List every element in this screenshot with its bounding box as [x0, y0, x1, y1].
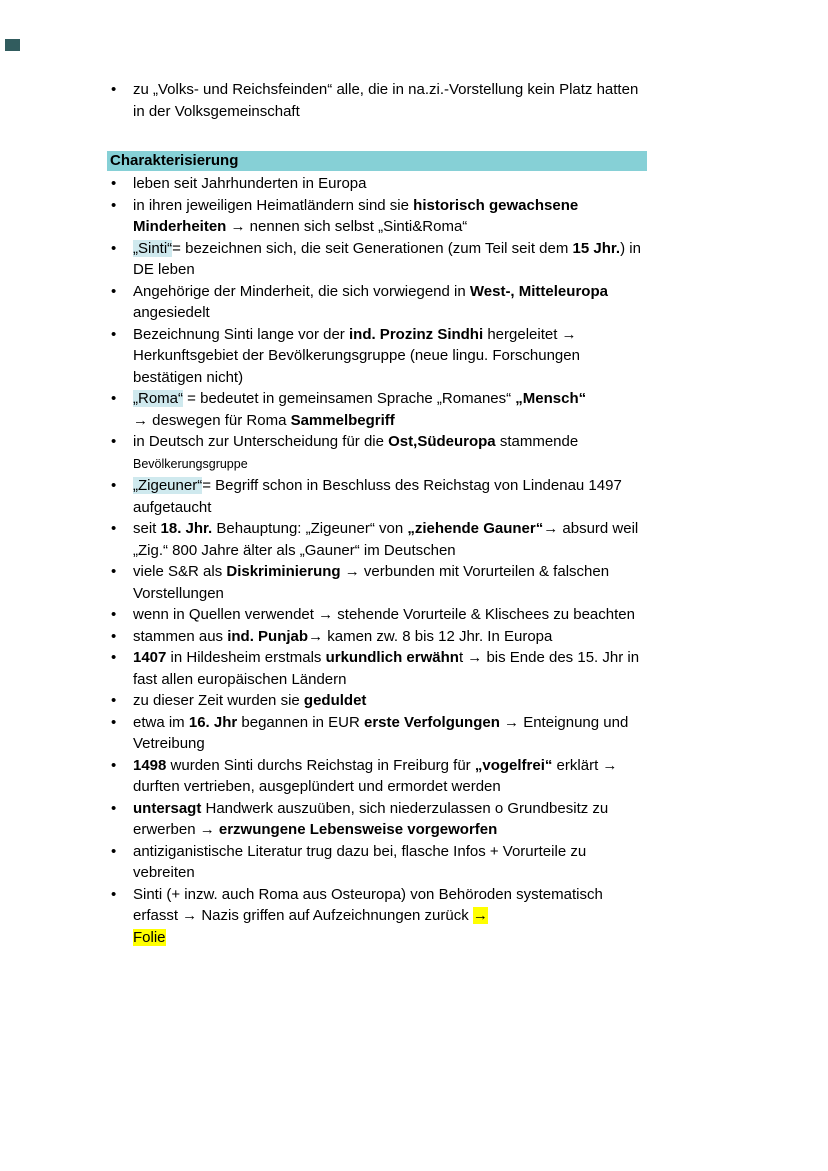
list-item	[107, 712, 647, 755]
text-run: ind. Punjab	[227, 627, 309, 645]
list-item	[107, 431, 647, 475]
text-run: erklärt → durften vertrieben, ausgeplündert und ermordet werden	[133, 756, 618, 795]
corner-mark	[5, 39, 20, 51]
list-item	[107, 561, 647, 604]
text-run: „Mensch“	[515, 390, 587, 407]
text-run: → nennen sich selbst „Sinti&Roma“	[226, 218, 468, 235]
text-run: → kamen zw. 8 bis 12 Jhr. In Europa	[308, 627, 553, 645]
text-run: 15 Jhr.	[572, 239, 621, 257]
list-item	[107, 647, 647, 690]
list-item	[107, 281, 647, 324]
list-item	[107, 388, 647, 431]
text-run: leben seit Jahrhunderten in Europa	[133, 175, 367, 192]
text-run: Diskriminierung	[226, 563, 341, 580]
text-run: begannen in EUR	[237, 713, 364, 731]
section-heading-charakterisierung: Charakterisierung	[107, 151, 647, 171]
text-run: Folie	[133, 928, 166, 946]
list-item	[107, 884, 647, 949]
text-run: in ihren jeweiligen Heimatländern sind sie	[133, 196, 414, 214]
text-run: 1407	[133, 649, 167, 666]
list-item	[107, 755, 647, 798]
intro-list	[107, 79, 647, 122]
text-run: historisch gewachsene Minderheiten	[133, 196, 579, 235]
list-item	[107, 195, 647, 238]
text-run: = bezeichnen sich, die seit Generationen (zum Teil seit dem	[172, 239, 573, 257]
text-run: „Roma“	[133, 390, 184, 407]
text-run: West-, Mitteleuropa	[469, 282, 608, 300]
text-run: erzwungene Lebensweise vorgeworfen	[218, 821, 498, 838]
text-run: → deswegen für Roma	[133, 411, 291, 429]
text-run: zu „Volks- und Reichsfeinden“ alle, die in na.zi.-Vorstellung kein Platz hatten in der Volksgemeinschaft	[133, 81, 639, 120]
history-list	[107, 626, 647, 949]
text-run: → Enteignung und Vetreibung	[133, 713, 629, 752]
text-run: stammende	[495, 433, 579, 450]
text-run: → verbunden mit Vorurteilen & falschen Vorstellungen	[133, 563, 610, 602]
text-run: Behauptung: „Zigeuner“ von	[212, 520, 408, 537]
list-item	[107, 841, 647, 884]
text-run: zu dieser Zeit wurden sie	[133, 692, 304, 709]
text-run: Sinti (+ inzw. auch Roma aus Osteuropa) von Behöroden systematisch erfasst → Nazis griffen auf Aufzeichnungen zurück	[133, 885, 603, 924]
text-run: Sammelbegriff	[290, 411, 395, 429]
list-item	[107, 518, 647, 561]
list-item	[107, 324, 647, 389]
text-run: = bedeutet in gemeinsamen Sprache „Romanes“	[183, 390, 516, 407]
text-run: ) in DE leben	[133, 239, 641, 278]
text-run: 18. Jhr.	[160, 520, 213, 537]
text-run: erste Verfolgungen	[364, 713, 500, 731]
list-item	[107, 238, 647, 281]
text-run: Handwerk auszuüben, sich niederzulassen o Grundbesitz zu erwerben →	[133, 799, 609, 838]
list-item	[107, 690, 647, 712]
text-run: stammen aus	[133, 627, 228, 645]
list-item	[107, 79, 647, 122]
text-run: → absurd weil „Zig.“ 800 Jahre älter als „Gauner“ im Deutschen	[133, 520, 639, 559]
text-run: urkundlich erwähn	[325, 649, 459, 666]
text-run: 1498	[133, 756, 167, 774]
text-run: „Sinti“	[133, 239, 173, 257]
text-run: in Hildesheim erstmals	[166, 649, 326, 666]
text-run: „ziehende Gauner“	[407, 520, 544, 537]
text-run: t → bis Ende des 15. Jhr in fast allen europäischen Ländern	[133, 649, 640, 688]
characterisation-list	[107, 173, 647, 626]
text-run: in Deutsch zur Unterscheidung für die	[133, 433, 389, 450]
text-run: antiziganistische Literatur trug dazu bei, flasche Infos + Vorurteile zu vebreiten	[133, 842, 587, 881]
text-run: Angehörige der Minderheit, die sich vorwiegend in	[133, 282, 470, 300]
text-run: Bevölkerungsgruppe	[133, 456, 248, 471]
text-run: Ost,Südeuropa	[388, 433, 496, 450]
text-run: ind. Prozinz Sindhi	[348, 325, 484, 343]
text-run: 16. Jhr	[188, 713, 238, 731]
text-run: seit	[133, 520, 161, 537]
text-run: untersagt	[133, 799, 202, 817]
text-run: wurden Sinti durchs Reichstag in Freiburg für	[166, 756, 475, 774]
text-run: hergeleitet → Herkunftsgebiet der Bevölkerungsgruppe (neue lingu. Forschungen bestätigen nicht)	[133, 325, 580, 386]
text-run: geduldet	[303, 692, 367, 709]
text-run: = Begriff schon in Beschluss des Reichstag von Lindenau 1497 aufgetaucht	[133, 477, 622, 516]
list-item	[107, 626, 647, 648]
text-run: wenn in Quellen verwendet → stehende Vorurteile & Klischees zu beachten	[133, 606, 635, 623]
text-run: Bezeichnung Sinti lange vor der	[133, 325, 349, 343]
list-item	[107, 475, 647, 518]
list-item	[107, 604, 647, 626]
text-run: „Zigeuner“	[133, 477, 203, 494]
page-content	[107, 79, 647, 948]
text-run: „vogelfrei“	[474, 756, 553, 774]
list-item	[107, 173, 647, 195]
text-run: angesiedelt	[133, 304, 210, 321]
text-run: viele S&R als	[133, 563, 227, 580]
text-run: etwa im	[133, 713, 189, 731]
list-item	[107, 798, 647, 841]
text-run: →	[472, 907, 488, 924]
